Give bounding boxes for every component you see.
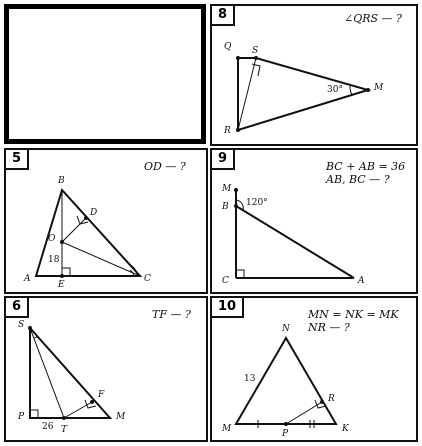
- angle-30-label: 30°: [327, 85, 343, 95]
- problem-6-number: 6: [4, 296, 29, 318]
- point-c: C: [144, 274, 151, 284]
- point-n: N: [282, 324, 290, 334]
- point-f: F: [98, 390, 105, 400]
- point-o: O: [48, 234, 56, 244]
- point-e: E: [58, 280, 65, 290]
- problem-5-figure: [6, 150, 210, 296]
- problem-9-figure: [212, 150, 420, 296]
- problem-9-question-line1: BC + AB = 36: [326, 160, 406, 173]
- point-p: P: [282, 429, 289, 439]
- problem-10-number: 10: [210, 296, 244, 318]
- point-m: M: [222, 184, 232, 194]
- problem-8-question: ∠QRS — ?: [344, 12, 402, 25]
- point-r: R: [328, 394, 335, 404]
- side-13-label: 13: [244, 374, 256, 384]
- point-m: M: [116, 412, 126, 422]
- point-d: D: [90, 208, 98, 218]
- problem-5-number: 5: [4, 148, 29, 170]
- point-q: Q: [224, 42, 232, 52]
- problem-6-card: [4, 296, 208, 442]
- problem-5-card: [4, 148, 208, 294]
- point-r: R: [224, 126, 231, 136]
- point-b: B: [58, 176, 65, 186]
- point-c: C: [222, 276, 229, 286]
- point-m: M: [374, 83, 384, 93]
- angle-120-label: 120°: [246, 198, 268, 208]
- point-s: S: [252, 46, 259, 56]
- problem-5-question: OD — ?: [144, 160, 186, 173]
- point-t: T: [61, 425, 68, 435]
- problem-9-number: 9: [210, 148, 235, 170]
- problem-8-number: 8: [210, 4, 235, 26]
- segment-18-label: 18: [48, 255, 60, 265]
- problem-8-card: [210, 4, 418, 146]
- point-a: A: [358, 276, 365, 286]
- problem-10-card: [210, 296, 418, 442]
- point-m: M: [222, 424, 232, 434]
- point-k: K: [342, 424, 349, 434]
- point-p: P: [18, 412, 25, 422]
- problem-9-question-line2: AB, BC — ?: [326, 173, 390, 186]
- point-s: S: [18, 320, 25, 330]
- point-b: B: [222, 202, 229, 212]
- blank-frame: [4, 4, 206, 144]
- problem-9-card: [210, 148, 418, 294]
- point-a: A: [24, 274, 31, 284]
- problem-6-figure: [6, 298, 210, 444]
- problem-8-figure: [212, 6, 420, 148]
- segment-26-label: 26: [42, 422, 54, 432]
- problem-6-question: TF — ?: [152, 308, 191, 321]
- problem-10-question-line1: MN = NK = MK: [308, 308, 399, 321]
- problem-10-question-line2: NR — ?: [308, 321, 350, 334]
- problem-10-figure: [212, 298, 420, 444]
